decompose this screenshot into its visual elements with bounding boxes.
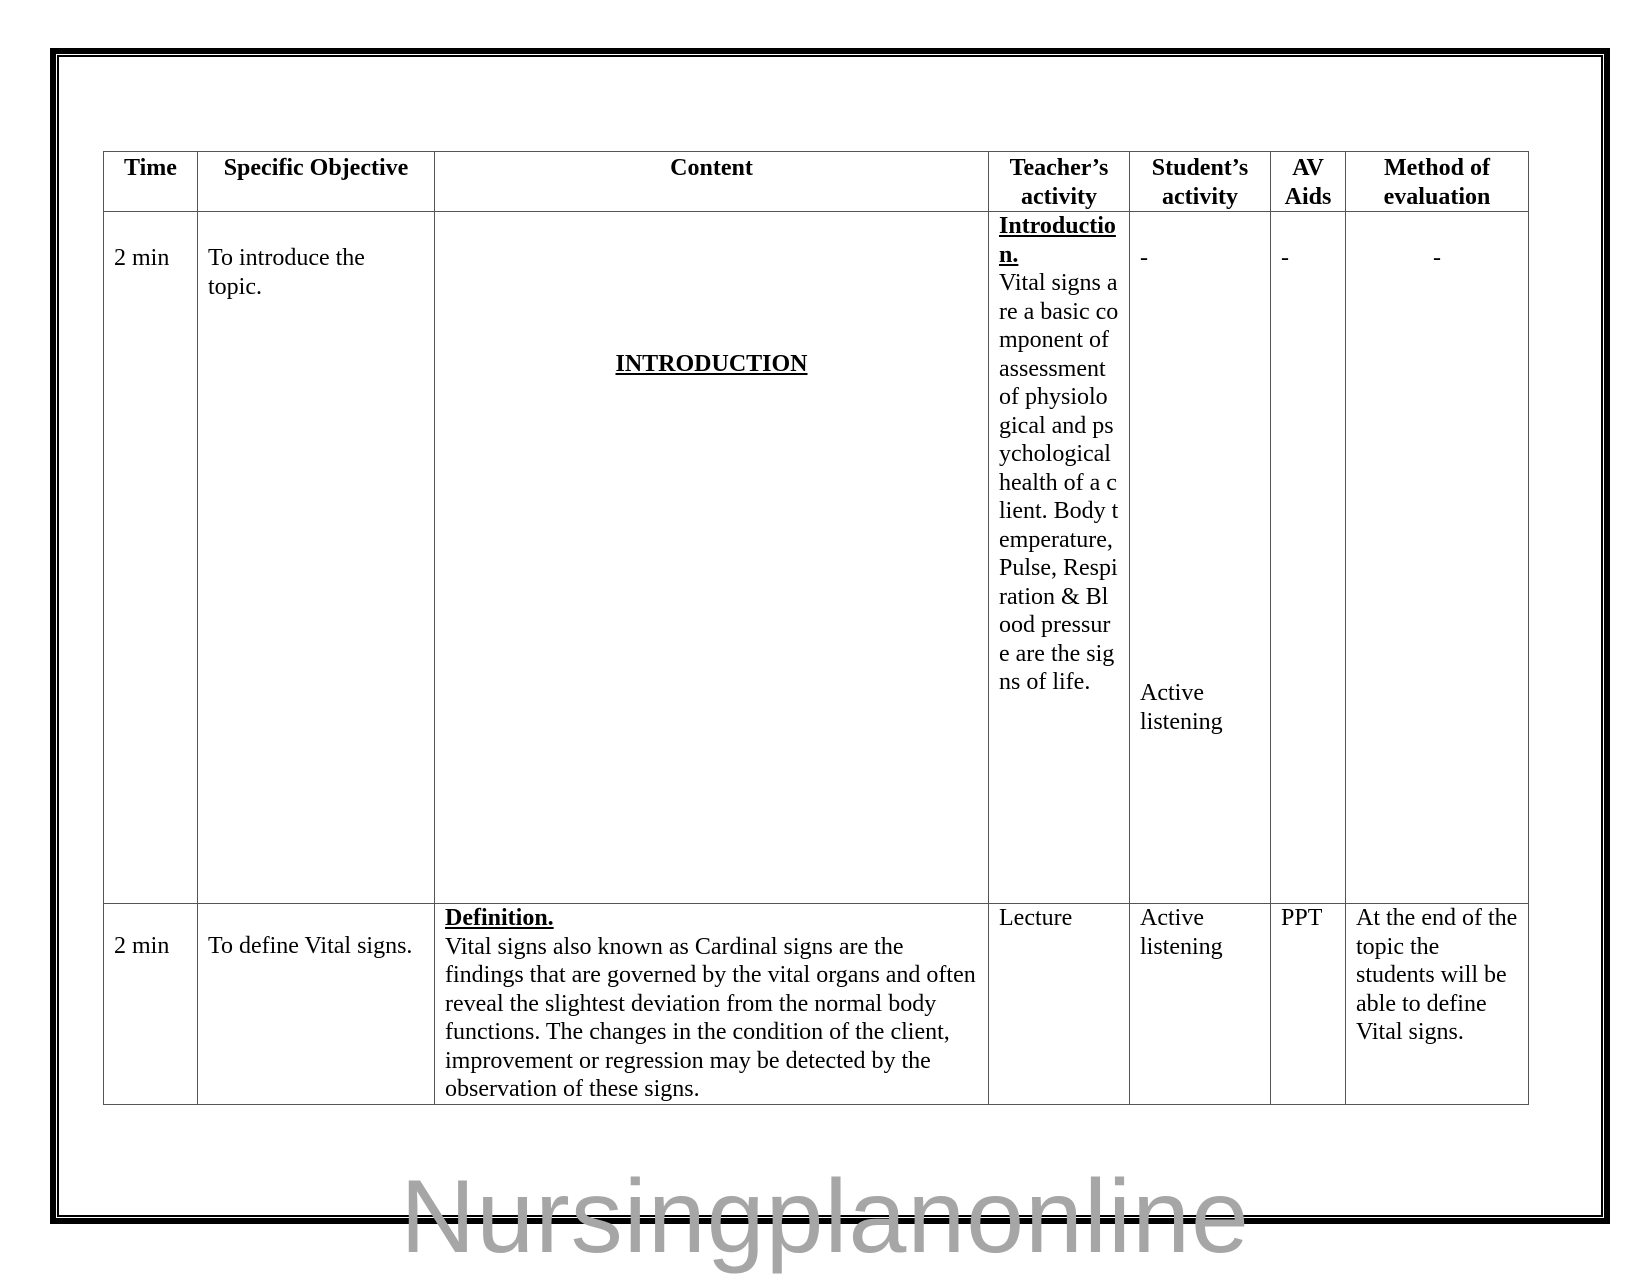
student-activity-cell xyxy=(1130,212,1271,904)
header-objective: Specific Objective xyxy=(198,152,435,212)
student-text: Active listening xyxy=(1140,680,1223,735)
definition-text: Vital signs also known as Cardinal signs are the findings that are governed by the vital organs and often reveal the slightest deviation from the normal body functions. The changes in the condition of the client, improvement or regression may be detected by the observation of these signs. xyxy=(445,933,976,1102)
av-aids-cell: PPT xyxy=(1271,904,1346,1105)
header-student-activity: Student’s activity xyxy=(1130,152,1271,212)
header-content: Content xyxy=(435,152,989,212)
header-method: Method of evaluation xyxy=(1346,152,1529,212)
lesson-plan-table xyxy=(103,151,1529,1105)
watermark: Nursingplanonline xyxy=(400,1159,1250,1275)
header-time: Time xyxy=(104,152,198,212)
objective-cell: To introduce the topic. xyxy=(198,212,435,904)
content-heading: INTRODUCTION xyxy=(615,351,808,377)
teacher-activity-cell: Lecture xyxy=(989,904,1130,1105)
method-cell: - xyxy=(1346,212,1529,904)
student-dash: - xyxy=(1140,245,1148,271)
time-cell: 2 min xyxy=(104,904,198,1105)
teacher-heading: Introduction. xyxy=(999,213,1116,268)
content-cell xyxy=(435,212,989,904)
content-cell xyxy=(435,904,989,1105)
header-row xyxy=(104,152,1529,212)
definition-heading: Definition. xyxy=(445,905,554,931)
av-aids-cell: - xyxy=(1271,212,1346,904)
teacher-text: Vital signs are a basic component of assessment of physiological and psychological health of a client. Body temperature, Pulse, Respiration & Blood pressure are the signs of life. xyxy=(999,270,1119,695)
teacher-activity-cell xyxy=(989,212,1130,904)
header-teacher-activity: Teacher’s activity xyxy=(989,152,1130,212)
time-cell: 2 min xyxy=(104,212,198,904)
table-row xyxy=(104,904,1529,1105)
header-av-aids: AV Aids xyxy=(1271,152,1346,212)
objective-cell: To define Vital signs. xyxy=(198,904,435,1105)
table-row xyxy=(104,212,1529,904)
method-cell: At the end of the topic the students will be able to define Vital signs. xyxy=(1346,904,1529,1105)
student-activity-cell: Active listening xyxy=(1130,904,1271,1105)
